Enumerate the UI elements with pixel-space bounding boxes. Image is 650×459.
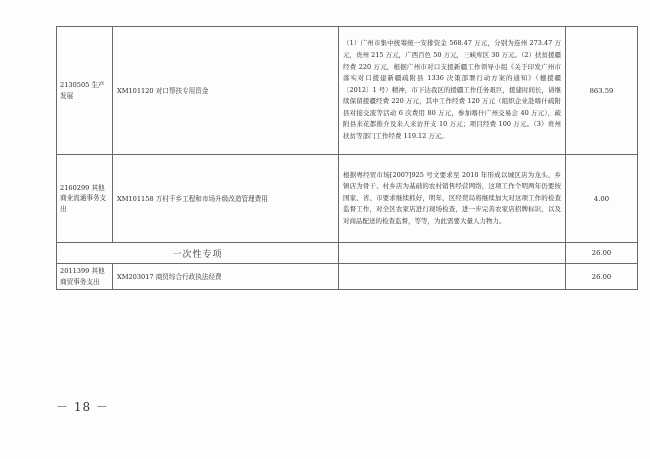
amount-cell: 26.00: [566, 264, 638, 290]
description-cell: [339, 264, 566, 290]
amount-cell: 4.00: [566, 155, 638, 243]
project-cell: XM101158 万村千乡工程和市场升级改造管理费用: [113, 155, 339, 243]
section-label-cell: 一次性专项: [57, 243, 339, 264]
page-number: － 18 －: [56, 400, 109, 414]
subject-code-cell: 2011399 其他商贸事务支出: [57, 264, 113, 290]
project-cell: XM101120 对口帮扶专用资金: [113, 27, 339, 155]
subject-code-cell: 2160299 其他商业流通事务支出: [57, 155, 113, 243]
subject-code-cell: 2130505 生产发展: [57, 27, 113, 155]
budget-table: [56, 26, 638, 290]
description-cell: 根据粤经贸市场[2007]925 号文要求至 2010 年形成以城区店为龙头、乡镇店为骨干、村乡店为基础的农村销售经营网络，这项工作个明两年仍要按国家、省、市要求继续抓好，明年，区经贸局将继续加大对这项工作的检查监督工作，对全区农家店进行现场检查，进一步完善农家店招牌标识，以及对商品配送的检查监督，等等，为此需要大量人力物力。: [339, 155, 566, 243]
table-row: [57, 264, 638, 290]
table-row: [57, 27, 638, 155]
table-row: [57, 155, 638, 243]
section-row: [57, 243, 638, 264]
description-cell: （1）广州市集中统筹统一安排资金 568.47 万元，分别为连州 273.47 万元，贵州 215 万元，广西百色 50 万元，三峡库区 30 万元。（2）扶贫援疆经费 220 万元，根据广州市对口支援新疆工作领导小组《关于印发广州市落实对口援建新疆疏附县 1336 决策部署行动方案的通知》（穗援疆〔2012〕1 号）精神，市下达我区的援疆工作任务艰巨，援建时间长，请继续保留援疆经费 220 万元，其中工作经费 120 万元（组织企业赴喀什疏附县对接交流等活动 6 次费用 80 万元，参加喀什广州交易会 40 万元），疏附县来花都推介及来人来访开支 10 万元；项目经费 100 万元。（3）贵州扶贫等部门工作经费 119.12 万元。: [339, 27, 566, 155]
project-cell: XM203017 商贸综合行政执法经费: [113, 264, 339, 290]
amount-cell: 26.00: [566, 243, 638, 264]
amount-cell: 863.59: [566, 27, 638, 155]
description-cell: [339, 243, 566, 264]
